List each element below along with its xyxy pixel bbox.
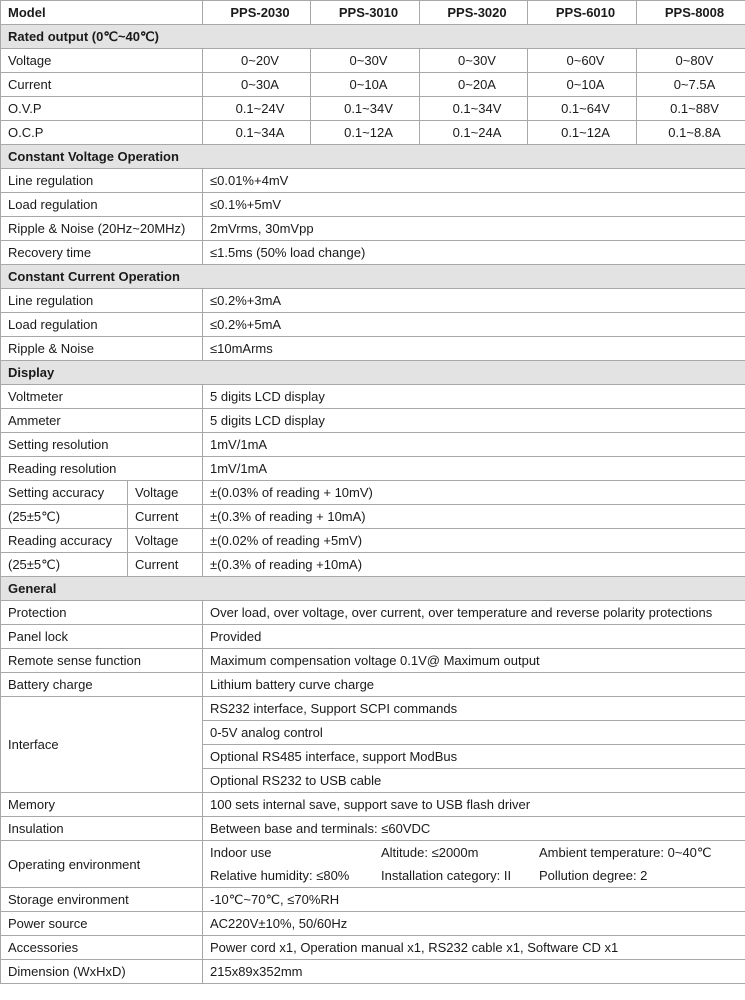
env-item: Ambient temperature: 0~40℃ xyxy=(539,845,712,860)
row-label-condition: (25±5℃) xyxy=(1,505,128,529)
cell-value: 0.1~34V xyxy=(420,97,528,121)
cell-value: 0~60V xyxy=(528,49,637,73)
spec-row-memory xyxy=(1,793,745,817)
row-value: Lithium battery curve charge xyxy=(203,673,745,697)
spec-row xyxy=(1,457,745,481)
spec-row xyxy=(1,337,745,361)
row-label: Protection xyxy=(1,601,203,625)
model-name: PPS-6010 xyxy=(528,1,637,25)
env-line xyxy=(210,864,745,887)
row-value: ±(0.3% of reading + 10mA) xyxy=(203,505,745,529)
row-label: Line regulation xyxy=(1,169,203,193)
row-value: -10℃~70℃, ≤70%RH xyxy=(203,888,745,912)
env-line xyxy=(210,841,745,864)
cell-value: 0.1~34A xyxy=(203,121,311,145)
spec-row-ovp xyxy=(1,97,745,121)
section-header-general xyxy=(1,577,745,601)
row-label: Setting resolution xyxy=(1,433,203,457)
spec-row-operating-environment xyxy=(1,841,745,865)
row-value: ≤1.5ms (50% load change) xyxy=(203,241,745,265)
row-value: Maximum compensation voltage 0.1V@ Maximum output xyxy=(203,649,745,673)
row-label: Accessories xyxy=(1,936,203,960)
spec-row xyxy=(1,385,745,409)
row-value: ≤0.2%+3mA xyxy=(203,289,745,313)
model-header-label: Model xyxy=(1,1,203,25)
row-value: 1mV/1mA xyxy=(203,433,745,457)
sub-label: Voltage xyxy=(128,529,203,553)
cell-value: 0.1~8.8A xyxy=(637,121,745,145)
cell-value: 0.1~34V xyxy=(311,97,420,121)
row-label: Reading resolution xyxy=(1,457,203,481)
spec-row-interface xyxy=(1,697,745,721)
model-name: PPS-3020 xyxy=(420,1,528,25)
row-label: Ammeter xyxy=(1,409,203,433)
section-title: Rated output (0℃~40℃) xyxy=(1,25,745,49)
row-label: O.V.P xyxy=(1,97,203,121)
cell-value: 0.1~24A xyxy=(420,121,528,145)
row-label: Ripple & Noise xyxy=(1,337,203,361)
row-label: Remote sense function xyxy=(1,649,203,673)
row-value: Provided xyxy=(203,625,745,649)
row-value: 5 digits LCD display xyxy=(203,385,745,409)
spec-row xyxy=(1,289,745,313)
row-label: Load regulation xyxy=(1,193,203,217)
spec-row-voltage xyxy=(1,49,745,73)
spec-row-storage-environment xyxy=(1,888,745,912)
row-label: Voltage xyxy=(1,49,203,73)
spec-row xyxy=(1,217,745,241)
env-item: Relative humidity: ≤80% xyxy=(210,868,350,883)
spec-row-reading-accuracy-voltage xyxy=(1,529,745,553)
spec-row-insulation xyxy=(1,817,745,841)
row-label: Power source xyxy=(1,912,203,936)
row-value xyxy=(203,864,745,888)
spec-row-dimension xyxy=(1,960,745,984)
header-row xyxy=(1,1,745,25)
row-value: 5 digits LCD display xyxy=(203,409,745,433)
spec-row xyxy=(1,409,745,433)
row-label: Memory xyxy=(1,793,203,817)
cell-value: 0.1~88V xyxy=(637,97,745,121)
row-label: Recovery time xyxy=(1,241,203,265)
model-name: PPS-8008 xyxy=(637,1,745,25)
section-title: General xyxy=(1,577,745,601)
sub-label: Current xyxy=(128,553,203,577)
row-label: Line regulation xyxy=(1,289,203,313)
spec-row-setting-accuracy-current xyxy=(1,505,745,529)
row-value: Optional RS232 to USB cable xyxy=(203,769,745,793)
section-header-constant-current xyxy=(1,265,745,289)
row-label: Current xyxy=(1,73,203,97)
row-label: Dimension (WxHxD) xyxy=(1,960,203,984)
sub-label: Current xyxy=(128,505,203,529)
cell-value: 0~20V xyxy=(203,49,311,73)
row-label: Ripple & Noise (20Hz~20MHz) xyxy=(1,217,203,241)
model-name: PPS-3010 xyxy=(311,1,420,25)
env-item: Altitude: ≤2000m xyxy=(381,845,479,860)
row-value: Power cord x1, Operation manual x1, RS232 cable x1, Software CD x1 xyxy=(203,936,745,960)
env-item: Indoor use xyxy=(210,845,272,860)
spec-row-current xyxy=(1,73,745,97)
row-value: ≤0.1%+5mV xyxy=(203,193,745,217)
section-title: Constant Voltage Operation xyxy=(1,145,745,169)
spec-row xyxy=(1,313,745,337)
row-label: Setting accuracy xyxy=(1,481,128,505)
row-label-condition: (25±5℃) xyxy=(1,553,128,577)
model-name: PPS-2030 xyxy=(203,1,311,25)
spec-row xyxy=(1,193,745,217)
row-value: ±(0.02% of reading +5mV) xyxy=(203,529,745,553)
row-value: ±(0.03% of reading + 10mV) xyxy=(203,481,745,505)
cell-value: 0.1~24V xyxy=(203,97,311,121)
row-value: RS232 interface, Support SCPI commands xyxy=(203,697,745,721)
row-label: Battery charge xyxy=(1,673,203,697)
row-label: Load regulation xyxy=(1,313,203,337)
spec-row-panel-lock xyxy=(1,625,745,649)
row-label: Operating environment xyxy=(1,841,203,888)
row-label: O.C.P xyxy=(1,121,203,145)
row-label: Storage environment xyxy=(1,888,203,912)
row-label: Panel lock xyxy=(1,625,203,649)
section-header-display xyxy=(1,361,745,385)
row-value: 0-5V analog control xyxy=(203,721,745,745)
section-title: Display xyxy=(1,361,745,385)
cell-value: 0.1~12A xyxy=(311,121,420,145)
sub-label: Voltage xyxy=(128,481,203,505)
cell-value: 0~7.5A xyxy=(637,73,745,97)
row-value: 100 sets internal save, support save to USB flash driver xyxy=(203,793,745,817)
spec-row-protection xyxy=(1,601,745,625)
spec-row-power-source xyxy=(1,912,745,936)
row-value: 215x89x352mm xyxy=(203,960,745,984)
cell-value: 0~30V xyxy=(420,49,528,73)
env-item: Installation category: II xyxy=(381,868,512,883)
cell-value: 0~10A xyxy=(311,73,420,97)
spec-row xyxy=(1,433,745,457)
section-header-rated-output xyxy=(1,25,745,49)
row-value xyxy=(203,841,745,865)
spec-row xyxy=(1,241,745,265)
cell-value: 0~10A xyxy=(528,73,637,97)
spec-row-remote-sense xyxy=(1,649,745,673)
row-value: ±(0.3% of reading +10mA) xyxy=(203,553,745,577)
cell-value: 0~30V xyxy=(311,49,420,73)
row-value: 2mVrms, 30mVpp xyxy=(203,217,745,241)
row-label: Insulation xyxy=(1,817,203,841)
row-value: ≤10mArms xyxy=(203,337,745,361)
cell-value: 0~20A xyxy=(420,73,528,97)
row-value: 1mV/1mA xyxy=(203,457,745,481)
section-header-constant-voltage xyxy=(1,145,745,169)
env-item: Pollution degree: 2 xyxy=(539,868,648,883)
row-value: Optional RS485 interface, support ModBus xyxy=(203,745,745,769)
section-title: Constant Current Operation xyxy=(1,265,745,289)
row-value: AC220V±10%, 50/60Hz xyxy=(203,912,745,936)
cell-value: 0~80V xyxy=(637,49,745,73)
row-value: ≤0.2%+5mA xyxy=(203,313,745,337)
spec-row-accessories xyxy=(1,936,745,960)
row-label: Reading accuracy xyxy=(1,529,128,553)
spec-row-ocp xyxy=(1,121,745,145)
row-label: Voltmeter xyxy=(1,385,203,409)
spec-row-battery-charge xyxy=(1,673,745,697)
cell-value: 0.1~12A xyxy=(528,121,637,145)
spec-row-reading-accuracy-current xyxy=(1,553,745,577)
row-value: Between base and terminals: ≤60VDC xyxy=(203,817,745,841)
spec-row-setting-accuracy-voltage xyxy=(1,481,745,505)
cell-value: 0.1~64V xyxy=(528,97,637,121)
spec-row xyxy=(1,169,745,193)
cell-value: 0~30A xyxy=(203,73,311,97)
row-value: ≤0.01%+4mV xyxy=(203,169,745,193)
row-label: Interface xyxy=(1,697,203,793)
row-value: Over load, over voltage, over current, over temperature and reverse polarity protections xyxy=(203,601,745,625)
